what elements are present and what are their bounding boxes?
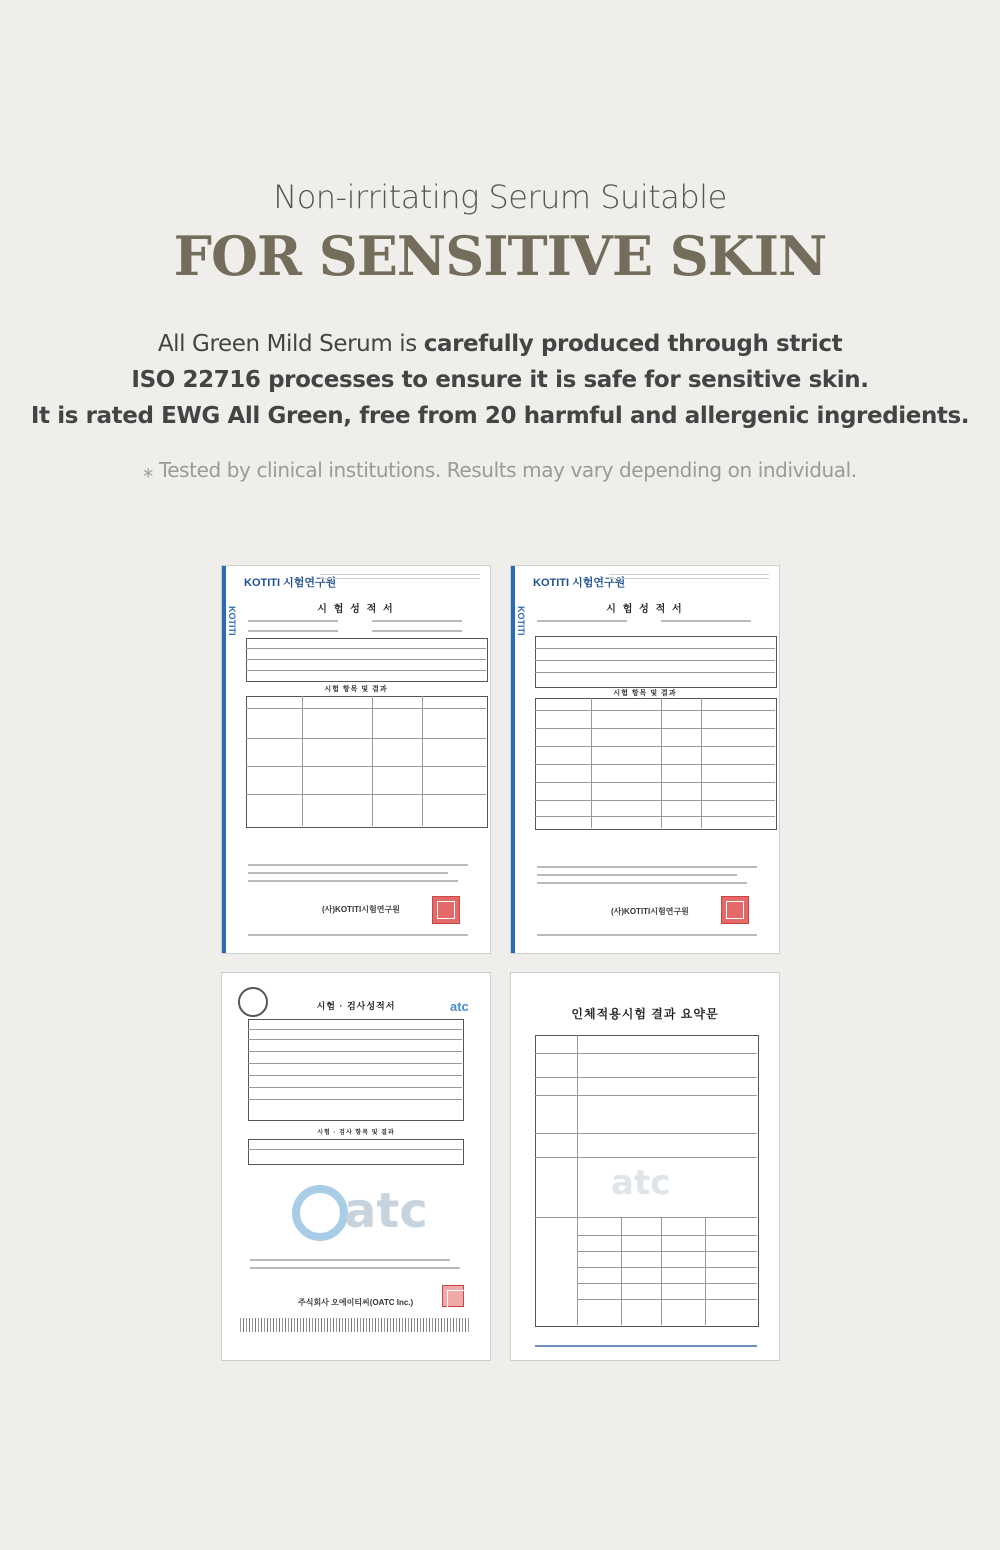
table-rule	[535, 816, 775, 817]
issuer-name: 주식회사 오에이티씨(OATC Inc.)	[298, 1298, 414, 1307]
red-seal	[721, 896, 749, 924]
certificate-kotiti-2	[510, 565, 780, 954]
kotiti-side-logo: KOTITI	[227, 606, 237, 636]
header-rule	[609, 574, 769, 579]
table-rule	[248, 1039, 462, 1040]
kotiti-side-logo: KOTITI	[516, 606, 526, 636]
certificate-title: 시 험 성 적 서	[606, 604, 684, 615]
table-rule	[535, 1077, 757, 1078]
page-title: FOR SENSITIVE SKIN	[173, 224, 827, 288]
info-table	[248, 1019, 464, 1121]
info-table	[535, 636, 777, 688]
table-rule	[577, 1299, 757, 1300]
table-rule	[248, 1063, 462, 1064]
table-rule	[535, 800, 775, 801]
text-line	[248, 864, 468, 866]
human-application-test-summary	[510, 972, 780, 1361]
table-rule	[246, 659, 486, 660]
table-col	[701, 698, 702, 828]
description-line-2-text: ISO 22716 processes to ensure it is safe for sensitive skin.	[131, 367, 869, 393]
table-col	[661, 698, 662, 828]
table-rule	[577, 1283, 757, 1284]
red-seal	[442, 1285, 464, 1307]
table-rule	[248, 1029, 462, 1030]
table-col	[705, 1217, 706, 1325]
results-table	[246, 696, 488, 828]
text-line	[372, 620, 462, 622]
table-rule	[535, 710, 775, 711]
table-rule	[535, 648, 775, 649]
info-table	[246, 638, 488, 682]
table-rule	[246, 648, 486, 649]
text-line	[537, 620, 627, 622]
atc-watermark-ring	[292, 1185, 348, 1241]
table-rule	[246, 738, 486, 739]
results-section-title: 시험 항목 및 결과	[324, 686, 388, 693]
text-line	[248, 872, 448, 874]
table-rule	[246, 708, 486, 709]
table-rule	[535, 1217, 757, 1218]
barcode-strip	[240, 1318, 470, 1332]
table-rule	[246, 766, 486, 767]
table-rule	[577, 1267, 757, 1268]
results-section-title: 시험 · 검사 항목 및 결과	[317, 1130, 395, 1136]
description-line-1-bold: carefully produced through strict	[423, 331, 843, 357]
results-table	[248, 1139, 464, 1165]
table-rule	[248, 1075, 462, 1076]
text-line	[248, 934, 468, 936]
red-seal	[432, 896, 460, 924]
table-rule	[535, 672, 775, 673]
table-col	[372, 696, 373, 826]
summary-title: 인체적용시험 결과 요약문	[571, 1007, 719, 1021]
certificate-title: 시험 · 검사성적서	[316, 1001, 396, 1011]
atc-logo: atc	[450, 999, 469, 1014]
table-rule	[535, 728, 775, 729]
table-rule	[535, 1157, 757, 1158]
table-rule	[535, 1053, 757, 1054]
table-rule	[246, 794, 486, 795]
table-rule	[248, 1099, 462, 1100]
text-line	[248, 880, 458, 882]
results-section-title: 시험 항목 및 결과	[613, 690, 677, 697]
table-rule	[577, 1235, 757, 1236]
table-col	[577, 1035, 578, 1325]
text-line	[248, 630, 338, 632]
subtitle: Non-irritating Serum Suitable	[273, 178, 727, 216]
table-rule	[535, 782, 775, 783]
disclaimer-note: ⁎ Tested by clinical institutions. Results may vary depending on individual.	[143, 458, 857, 482]
text-line	[537, 866, 757, 868]
text-line	[248, 620, 338, 622]
table-rule	[577, 1251, 757, 1252]
certificate-kotiti-1	[221, 565, 491, 954]
table-rule	[535, 746, 775, 747]
description-line-1	[0, 326, 1000, 362]
kotiti-logo: KOTITI 시험연구원	[533, 577, 626, 589]
description-line-1-light: All Green Mild Serum is	[157, 331, 424, 357]
description-line-2	[0, 362, 1000, 398]
table-rule	[248, 1149, 462, 1150]
certificate-atc	[221, 972, 491, 1361]
table-col	[661, 1217, 662, 1325]
table-col	[422, 696, 423, 826]
description-line-3	[0, 398, 1000, 434]
table-rule	[535, 1133, 757, 1134]
table-rule	[535, 660, 775, 661]
table-rule	[248, 1087, 462, 1088]
description-line-3-text: It is rated EWG All Green, free from 20 harmful and allergenic ingredients.	[30, 403, 970, 429]
text-line	[372, 630, 462, 632]
text-line	[537, 874, 737, 876]
description	[0, 326, 1000, 434]
issuer-name: (사)KOTITI시험연구원	[611, 907, 689, 916]
text-line	[250, 1267, 460, 1269]
table-rule	[248, 1051, 462, 1052]
table-col	[591, 698, 592, 828]
table-rule	[535, 1095, 757, 1096]
header-rule	[320, 574, 480, 579]
footer-rule	[535, 1345, 757, 1347]
text-line	[250, 1259, 450, 1261]
text-line	[537, 882, 747, 884]
text-line	[661, 620, 751, 622]
table-col	[621, 1217, 622, 1325]
atc-watermark: atc	[344, 1183, 428, 1239]
issuer-name: (사)KOTITI시험연구원	[322, 905, 400, 914]
text-line	[537, 934, 757, 936]
certificate-title: 시 험 성 적 서	[317, 604, 395, 615]
table-rule	[246, 670, 486, 671]
atc-watermark: atc	[611, 1163, 671, 1203]
table-col	[302, 696, 303, 826]
table-rule	[535, 764, 775, 765]
kotiti-logo: KOTITI 시험연구원	[244, 577, 337, 589]
blue-sidebar	[511, 566, 515, 953]
blue-sidebar	[222, 566, 226, 953]
